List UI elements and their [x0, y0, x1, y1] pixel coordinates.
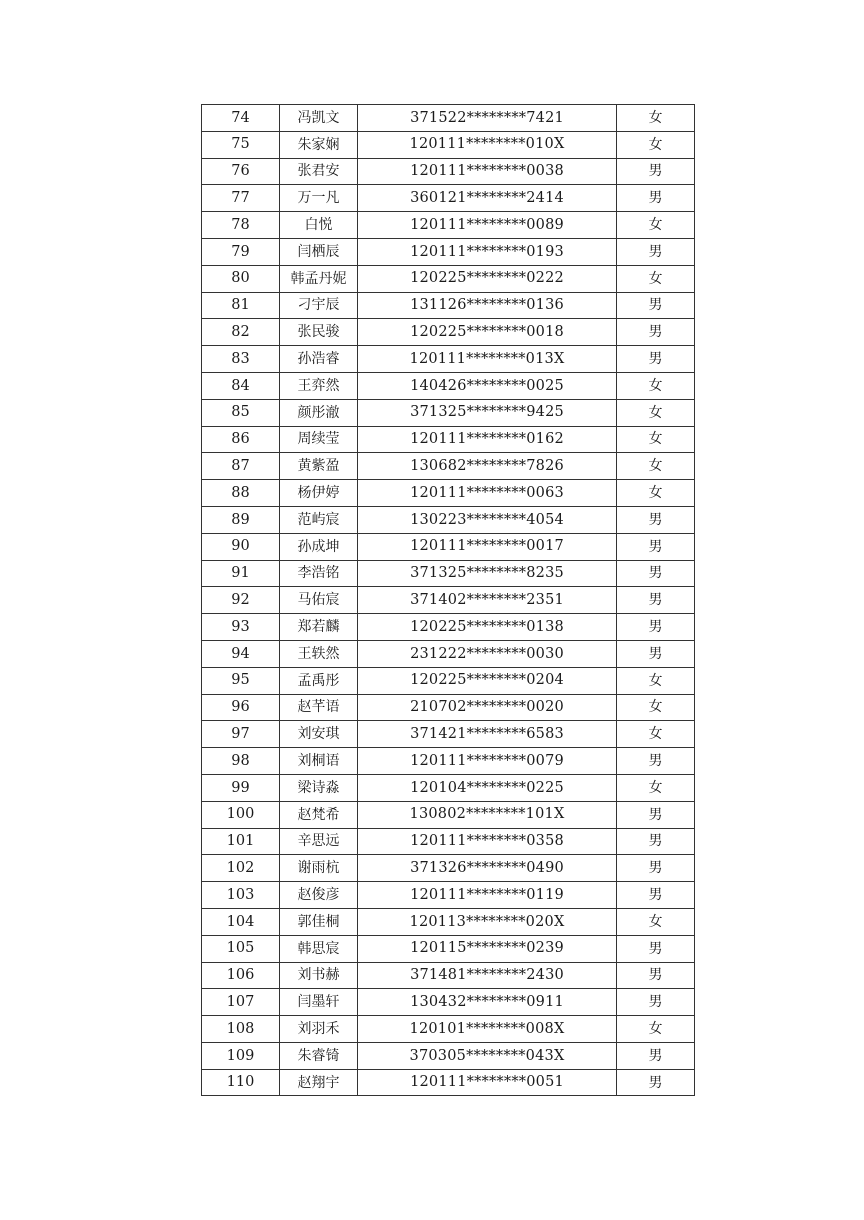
id-number-masked: 120115********0239: [358, 935, 617, 962]
gender: 男: [617, 801, 695, 828]
table-row: [202, 426, 695, 453]
row-number: 79: [202, 238, 280, 265]
student-name: 刘安琪: [280, 721, 358, 748]
id-number-masked: 371481********2430: [358, 962, 617, 989]
student-name: 朱睿锜: [280, 1042, 358, 1069]
id-number-masked: 120101********008X: [358, 1016, 617, 1043]
id-number-masked: 131126********0136: [358, 292, 617, 319]
table-row: [202, 346, 695, 373]
id-number-masked: 120225********0138: [358, 614, 617, 641]
id-number-masked: 231222********0030: [358, 640, 617, 667]
id-number-masked: 120111********0162: [358, 426, 617, 453]
id-number-masked: 120111********0358: [358, 828, 617, 855]
student-name: 辛思远: [280, 828, 358, 855]
table-row: [202, 801, 695, 828]
id-number-masked: 120111********0119: [358, 882, 617, 909]
gender: 男: [617, 185, 695, 212]
row-number: 93: [202, 614, 280, 641]
student-name: 韩思宸: [280, 935, 358, 962]
row-number: 80: [202, 265, 280, 292]
row-number: 110: [202, 1069, 280, 1096]
row-number: 81: [202, 292, 280, 319]
id-number-masked: 210702********0020: [358, 694, 617, 721]
id-number-masked: 120111********0063: [358, 480, 617, 507]
row-number: 86: [202, 426, 280, 453]
gender: 男: [617, 882, 695, 909]
table-row: [202, 480, 695, 507]
gender: 男: [617, 238, 695, 265]
table-row: [202, 935, 695, 962]
id-number-masked: 120111********0193: [358, 238, 617, 265]
table-row: [202, 292, 695, 319]
row-number: 99: [202, 774, 280, 801]
row-number: 87: [202, 453, 280, 480]
gender: 女: [617, 480, 695, 507]
student-name: 王轶然: [280, 640, 358, 667]
gender: 女: [617, 426, 695, 453]
row-number: 104: [202, 908, 280, 935]
student-name: 范屿宸: [280, 506, 358, 533]
row-number: 83: [202, 346, 280, 373]
table-row: [202, 748, 695, 775]
student-name: 孙浩睿: [280, 346, 358, 373]
row-number: 102: [202, 855, 280, 882]
student-name: 颜彤澈: [280, 399, 358, 426]
table-row: [202, 1042, 695, 1069]
gender: 男: [617, 1042, 695, 1069]
student-name: 闫栖辰: [280, 238, 358, 265]
gender: 男: [617, 962, 695, 989]
id-number-masked: 120111********0017: [358, 533, 617, 560]
student-name: 赵翔宇: [280, 1069, 358, 1096]
gender: 女: [617, 212, 695, 239]
id-number-masked: 130432********0911: [358, 989, 617, 1016]
row-number: 91: [202, 560, 280, 587]
student-name: 梁诗淼: [280, 774, 358, 801]
table-row: [202, 587, 695, 614]
gender: 男: [617, 855, 695, 882]
gender: 男: [617, 506, 695, 533]
table-row: [202, 372, 695, 399]
id-number-masked: 371326********0490: [358, 855, 617, 882]
table-row: [202, 453, 695, 480]
row-number: 100: [202, 801, 280, 828]
table-row: [202, 265, 695, 292]
gender: 女: [617, 131, 695, 158]
table-row: [202, 212, 695, 239]
row-number: 89: [202, 506, 280, 533]
row-number: 82: [202, 319, 280, 346]
student-name: 白悦: [280, 212, 358, 239]
student-name: 郑若麟: [280, 614, 358, 641]
gender: 男: [617, 533, 695, 560]
table-row: [202, 399, 695, 426]
student-name: 张民骏: [280, 319, 358, 346]
student-name: 闫墨轩: [280, 989, 358, 1016]
row-number: 101: [202, 828, 280, 855]
row-number: 78: [202, 212, 280, 239]
id-number-masked: 120225********0018: [358, 319, 617, 346]
gender: 男: [617, 158, 695, 185]
gender: 女: [617, 1016, 695, 1043]
id-number-masked: 120104********0225: [358, 774, 617, 801]
row-number: 92: [202, 587, 280, 614]
row-number: 109: [202, 1042, 280, 1069]
gender: 男: [617, 748, 695, 775]
table-row: [202, 855, 695, 882]
student-name: 谢雨杭: [280, 855, 358, 882]
row-number: 95: [202, 667, 280, 694]
id-number-masked: 120111********0038: [358, 158, 617, 185]
id-number-masked: 371402********2351: [358, 587, 617, 614]
gender: 男: [617, 640, 695, 667]
student-name: 刘羽禾: [280, 1016, 358, 1043]
id-number-masked: 130682********7826: [358, 453, 617, 480]
row-number: 76: [202, 158, 280, 185]
id-number-masked: 370305********043X: [358, 1042, 617, 1069]
gender: 女: [617, 908, 695, 935]
table-row: [202, 828, 695, 855]
id-number-masked: 360121********2414: [358, 185, 617, 212]
student-name: 韩孟丹妮: [280, 265, 358, 292]
student-name: 赵芊语: [280, 694, 358, 721]
id-number-masked: 371325********9425: [358, 399, 617, 426]
id-number-masked: 130802********101X: [358, 801, 617, 828]
row-number: 77: [202, 185, 280, 212]
table-row: [202, 533, 695, 560]
table-row: [202, 721, 695, 748]
student-name: 周续莹: [280, 426, 358, 453]
table-row: [202, 506, 695, 533]
table-row: [202, 238, 695, 265]
table-row: [202, 908, 695, 935]
id-number-masked: 371522********7421: [358, 105, 617, 132]
row-number: 106: [202, 962, 280, 989]
table-row: [202, 774, 695, 801]
student-name: 马佑宸: [280, 587, 358, 614]
student-name: 赵俊彦: [280, 882, 358, 909]
row-number: 85: [202, 399, 280, 426]
row-number: 105: [202, 935, 280, 962]
table-row: [202, 158, 695, 185]
student-name: 杨伊婷: [280, 480, 358, 507]
table-row: [202, 560, 695, 587]
student-name: 刁宇辰: [280, 292, 358, 319]
student-name: 郭佳桐: [280, 908, 358, 935]
row-number: 84: [202, 372, 280, 399]
row-number: 94: [202, 640, 280, 667]
gender: 女: [617, 453, 695, 480]
id-number-masked: 120225********0222: [358, 265, 617, 292]
id-number-masked: 371421********6583: [358, 721, 617, 748]
student-name: 万一凡: [280, 185, 358, 212]
student-name: 王弈然: [280, 372, 358, 399]
student-name: 李浩铭: [280, 560, 358, 587]
table-row: [202, 989, 695, 1016]
student-name: 张君安: [280, 158, 358, 185]
row-number: 97: [202, 721, 280, 748]
id-number-masked: 120111********0079: [358, 748, 617, 775]
row-number: 98: [202, 748, 280, 775]
id-number-masked: 371325********8235: [358, 560, 617, 587]
student-name: 冯凯文: [280, 105, 358, 132]
student-name: 赵梵希: [280, 801, 358, 828]
id-number-masked: 120111********0051: [358, 1069, 617, 1096]
row-number: 74: [202, 105, 280, 132]
table-row: [202, 614, 695, 641]
student-name: 黄紫盈: [280, 453, 358, 480]
row-number: 108: [202, 1016, 280, 1043]
table-row: [202, 694, 695, 721]
gender: 男: [617, 587, 695, 614]
gender: 女: [617, 721, 695, 748]
row-number: 90: [202, 533, 280, 560]
roster-table: [201, 104, 695, 1096]
gender: 男: [617, 560, 695, 587]
id-number-masked: 120113********020X: [358, 908, 617, 935]
table-row: [202, 185, 695, 212]
row-number: 107: [202, 989, 280, 1016]
id-number-masked: 120111********0089: [358, 212, 617, 239]
table-row: [202, 640, 695, 667]
row-number: 103: [202, 882, 280, 909]
gender: 男: [617, 989, 695, 1016]
student-name: 刘桐语: [280, 748, 358, 775]
row-number: 96: [202, 694, 280, 721]
gender: 男: [617, 346, 695, 373]
gender: 女: [617, 105, 695, 132]
table-row: [202, 1069, 695, 1096]
gender: 男: [617, 1069, 695, 1096]
roster-table-body: [202, 105, 695, 1096]
id-number-masked: 120111********010X: [358, 131, 617, 158]
id-number-masked: 130223********4054: [358, 506, 617, 533]
gender: 男: [617, 614, 695, 641]
row-number: 88: [202, 480, 280, 507]
table-row: [202, 962, 695, 989]
gender: 女: [617, 667, 695, 694]
student-name: 刘书赫: [280, 962, 358, 989]
gender: 男: [617, 319, 695, 346]
table-row: [202, 105, 695, 132]
row-number: 75: [202, 131, 280, 158]
id-number-masked: 140426********0025: [358, 372, 617, 399]
gender: 女: [617, 774, 695, 801]
table-row: [202, 882, 695, 909]
gender: 女: [617, 399, 695, 426]
student-name: 朱家娴: [280, 131, 358, 158]
id-number-masked: 120225********0204: [358, 667, 617, 694]
gender: 男: [617, 935, 695, 962]
gender: 女: [617, 265, 695, 292]
student-name: 孙成坤: [280, 533, 358, 560]
id-number-masked: 120111********013X: [358, 346, 617, 373]
student-name: 孟禹彤: [280, 667, 358, 694]
gender: 男: [617, 292, 695, 319]
table-row: [202, 131, 695, 158]
gender: 女: [617, 372, 695, 399]
gender: 男: [617, 828, 695, 855]
table-row: [202, 667, 695, 694]
table-row: [202, 319, 695, 346]
gender: 女: [617, 694, 695, 721]
table-row: [202, 1016, 695, 1043]
